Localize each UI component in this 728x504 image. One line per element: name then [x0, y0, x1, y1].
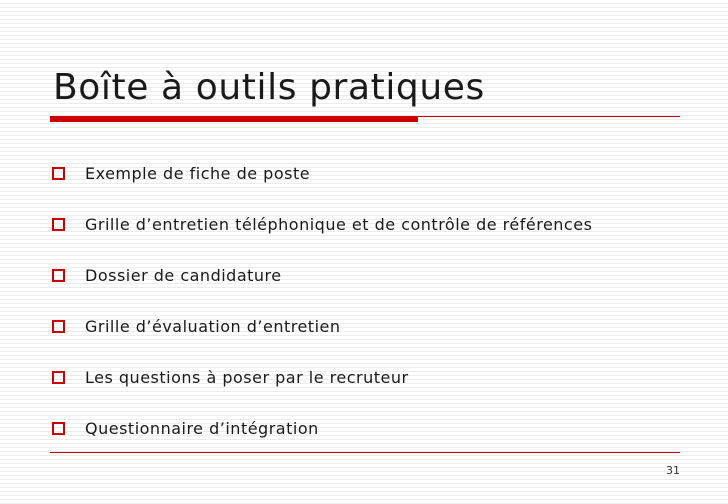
list-item-text: Les questions à poser par le recruteur — [85, 368, 409, 387]
slide-title: Boîte à outils pratiques — [53, 67, 485, 108]
list-item — [52, 352, 592, 403]
square-bullet-icon — [52, 422, 65, 435]
list-item — [52, 301, 592, 352]
square-bullet-icon — [52, 218, 65, 231]
title-underline — [50, 114, 680, 122]
page-number: 31 — [666, 464, 680, 477]
list-item — [52, 148, 592, 199]
title-underline-thick — [50, 116, 418, 122]
list-item-text: Exemple de fiche de poste — [85, 164, 311, 183]
list-item — [52, 250, 592, 301]
list-item-text: Dossier de candidature — [85, 266, 282, 285]
bullet-list — [52, 148, 592, 454]
list-item-text: Questionnaire d’intégration — [85, 419, 319, 438]
square-bullet-icon — [52, 320, 65, 333]
square-bullet-icon — [52, 371, 65, 384]
list-item-text: Grille d’évaluation d’entretien — [85, 317, 341, 336]
list-item — [52, 403, 592, 454]
footer-rule — [50, 452, 680, 453]
list-item-text: Grille d’entretien téléphonique et de contrôle de références — [85, 215, 593, 234]
square-bullet-icon — [52, 269, 65, 282]
list-item — [52, 199, 592, 250]
square-bullet-icon — [52, 167, 65, 180]
